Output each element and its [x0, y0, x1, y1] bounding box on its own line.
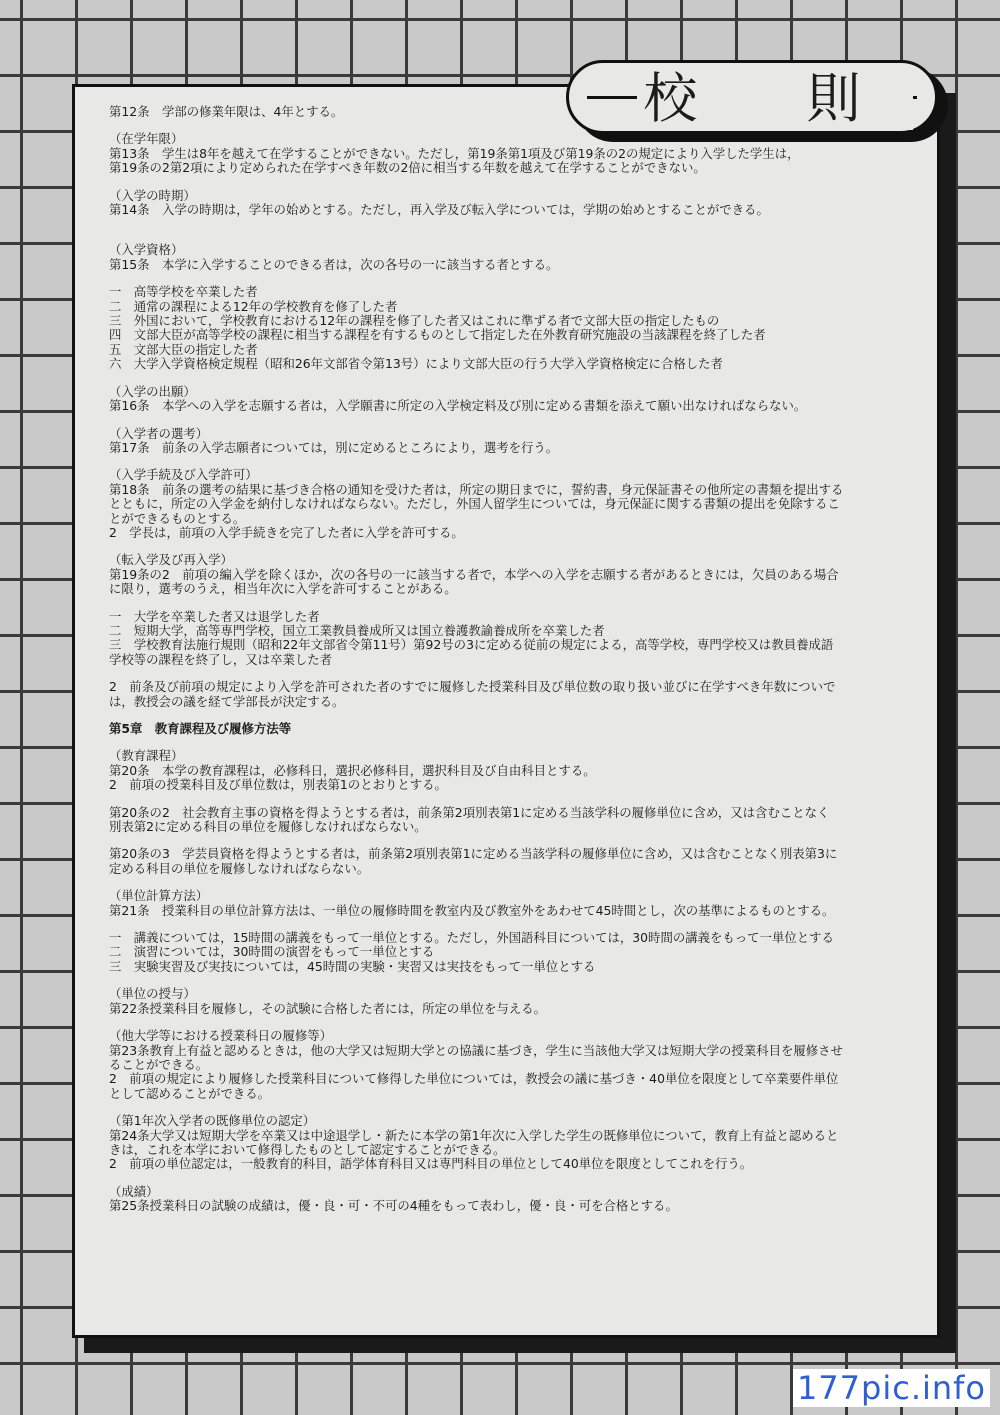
text-line: 第23条教育上有益と認めるときは，他の大学又は短期大学との協議に基づき，学生に当該他大学又は短期大学の授業科目を履修させ: [109, 1042, 843, 1058]
text-line: 2 前項の規定により履修した授業科目について修得した単位については，教授会の議に基づき・40単位を限度として卒業要件単位: [109, 1071, 839, 1087]
text-line: 第17条 前条の入学志願者については，別に定めるところにより，選考を行う。: [109, 439, 559, 455]
text-line: 第20条 本学の教育課程は，必修科日，選択必修科目，選択科目及び自由科目とする。: [109, 762, 596, 778]
line-gap: [109, 736, 905, 749]
line-gap: [109, 1172, 905, 1185]
text-line: 第21条 授業科目の単位計算方法は、一単位の履修時間を教室内及び教室外をあわせて45時間とし，次の基準によるものとする。: [109, 902, 835, 918]
text-line: ることができる。: [109, 1056, 209, 1072]
text-line: 別表第2に定める科目の単位を履修しなければならない。: [109, 819, 427, 835]
text-line: 2 前項の授業科目及び単位数は，別表第1のとおりとする。: [109, 777, 447, 793]
regulations-text: [109, 105, 905, 1214]
text-line: とができるものとする。: [109, 510, 246, 526]
chapter-heading: 第5章 教育課程及び履修方法等: [109, 721, 292, 736]
line-gap: [109, 372, 905, 385]
text-line: 三 外国において，学校教育における12年の課程を修了した者又はこれに準ずる者で文部大臣の指定したもの: [109, 313, 720, 329]
watermark: 177pic.info: [793, 1369, 990, 1407]
text-line: 2 学長は，前項の入学手続きを完了した者に入学を許可する。: [109, 524, 464, 540]
line-gap: [109, 414, 905, 427]
line-gap: [109, 876, 905, 889]
text-line: 五 文部大臣の指定した者: [109, 341, 258, 357]
text-line: きは，これを本学において修得したものとして認定することができる。: [109, 1141, 506, 1157]
text-line: は，教授会の議を経て学部長が決定する。: [109, 693, 345, 709]
text-line: 一 講義については，15時間の講義をもって一単位とする。ただし，外国語科目については，30時間の講義をもって一単位とする: [109, 930, 834, 946]
text-line: 第22条授業科目を履修し，その試験に合格した者には，所定の単位を与える。: [109, 1000, 547, 1016]
page-title: [569, 67, 935, 131]
text-line: 2 前項の単位認定は，一般教育的科目，語学体育科目又は専門科目の単位として40単位を限度としてこれを行う。: [109, 1156, 753, 1172]
text-line: 第25条授業科日の試験の成績は，優・良・可・不可の4種をもって表わし，優・良・可を合格とする。: [109, 1198, 678, 1214]
text-line: （入学の出願）: [109, 383, 196, 399]
text-line: 第12条 学部の修業年限は、4年とする。: [109, 104, 344, 119]
text-line: 二 演習については，30時間の演習をもって一単位とする: [109, 944, 435, 960]
text-line: 一 高等学校を卒業した者: [109, 284, 258, 300]
text-line: （成績）: [109, 1183, 159, 1199]
text-line: 三 実験実習及び実技については，45時間の実験・実習又は実技をもって一単位とする: [109, 958, 596, 974]
text-line: 第24条大学又は短期大学を卒業又は中途退学し・新たに本学の第1年次に入学した学生の既修単位について，教育上有益と認めると: [109, 1127, 839, 1143]
text-line: 学校等の課程を終了し，又は卒業した者: [109, 651, 333, 667]
line-gap: [109, 793, 905, 806]
text-line: （入学者の選考）: [109, 425, 209, 441]
text-line: 第15条 本学に入学することのできる者は，次の各号の一に該当する者とする。: [109, 256, 559, 272]
text-line: （入学の時期）: [109, 187, 196, 203]
text-line: として認めることができる。: [109, 1085, 271, 1101]
line-gap: [109, 176, 905, 189]
text-line: 第13条 学生は8年を越えて在学することができない。ただし，第19条第1項及び第19条の2の規定により入学した学生は，: [109, 145, 800, 161]
text-line: とともに，所定の入学金を納付しなければならない。ただし，外国人留学生については，身元保証に関する書類の提出を免除するこ: [109, 496, 840, 512]
text-line: 第20条の3 学芸員資格を得ようとする者は，前条第2項別表第1に定める当該学科の履修単位に含め，又は含むことなく別表第3に: [109, 846, 838, 862]
text-line: 一 大学を卒業した者又は退学した者: [109, 608, 320, 624]
text-line: （教育課程）: [109, 748, 184, 764]
text-line: （単位の授与）: [109, 986, 196, 1002]
text-line: 第16条 本学への入学を志願する者は，入学願書に所定の入学検定料及び別に定める書類を添えて願い出なければならない。: [109, 398, 807, 414]
text-line: （他大学等における授業科日の履修等）: [109, 1028, 333, 1044]
text-line: （転入学及び再入学）: [109, 552, 233, 568]
regulations-page: [72, 84, 940, 1338]
text-line: 六 大学入学資格検定規程（昭和26年文部省令第13号）により文部大臣の行う大学入学資格検定に合格した者: [109, 356, 723, 372]
text-line: 第19条の2 前項の編入学を除くほか，次の各号の一に該当する者で，本学への入学を志願する者があるときには，欠員のある場合: [109, 566, 839, 582]
text-line: 第14条 入学の時期は，学年の始めとする。ただし，再入学及び転入学については，学期の始めとすることができる。: [109, 202, 769, 218]
text-line: 二 通常の課程による12年の学校教育を修了した者: [109, 298, 398, 314]
text-line: 定める科目の単位を履修しなければならない。: [109, 860, 370, 876]
line-gap: [109, 230, 905, 243]
text-line: （第1年次入学者の既修単位の認定）: [109, 1113, 316, 1129]
line-gap: [109, 974, 905, 987]
text-line: （在学年限）: [109, 131, 184, 147]
title-banner: [566, 60, 938, 134]
text-line: （入学手続及び入学許可）: [109, 467, 258, 483]
text-line: 二 短期大学，高等専門学校，国立工業教員養成所又は国立養護教諭養成所を卒業した者: [109, 622, 605, 638]
text-line: 第20条の2 社会教育主事の資格を得ようとする者は，前条第2項別表第1に定める当該学科の履修単位に含め，又は含むことなく: [109, 804, 830, 820]
text-line: 第18条 前条の選考の結果に基づき合格の通知を受けた者は，所定の期日までに，誓約書，身元保証書その他所定の書類を提出する: [109, 481, 844, 497]
text-line: （入学資格）: [109, 242, 184, 258]
text-line: 三 学校教育法施行規則（昭和22年文部省令第11号）第92号の3に定める従前の規定による，高等学校，専門学校又は教員養成語: [109, 637, 834, 653]
line-gap: [109, 597, 905, 610]
text-line: 第19条の2第2項により定められた在学すべき年数の2倍に相当する年数を越えて在学することができない。: [109, 160, 706, 176]
text-line: に限り，選考のうえ，相当年次に入学を許可することがある。: [109, 581, 457, 597]
text-line: 2 前条及び前項の規定により入学を許可された者のすでに履修した授業科目及び単位数の取り扱い並びに在学すべき年数についで: [109, 679, 836, 695]
page-title-text: 校 則: [637, 67, 912, 130]
text-line: 四 文部大臣が高等学校の課程に相当する課程を有するものとして指定した在外教育研究施設の当該課程を終了した者: [109, 327, 766, 343]
text-line: （単位計算方法）: [109, 888, 209, 904]
line-gap: [109, 217, 905, 230]
